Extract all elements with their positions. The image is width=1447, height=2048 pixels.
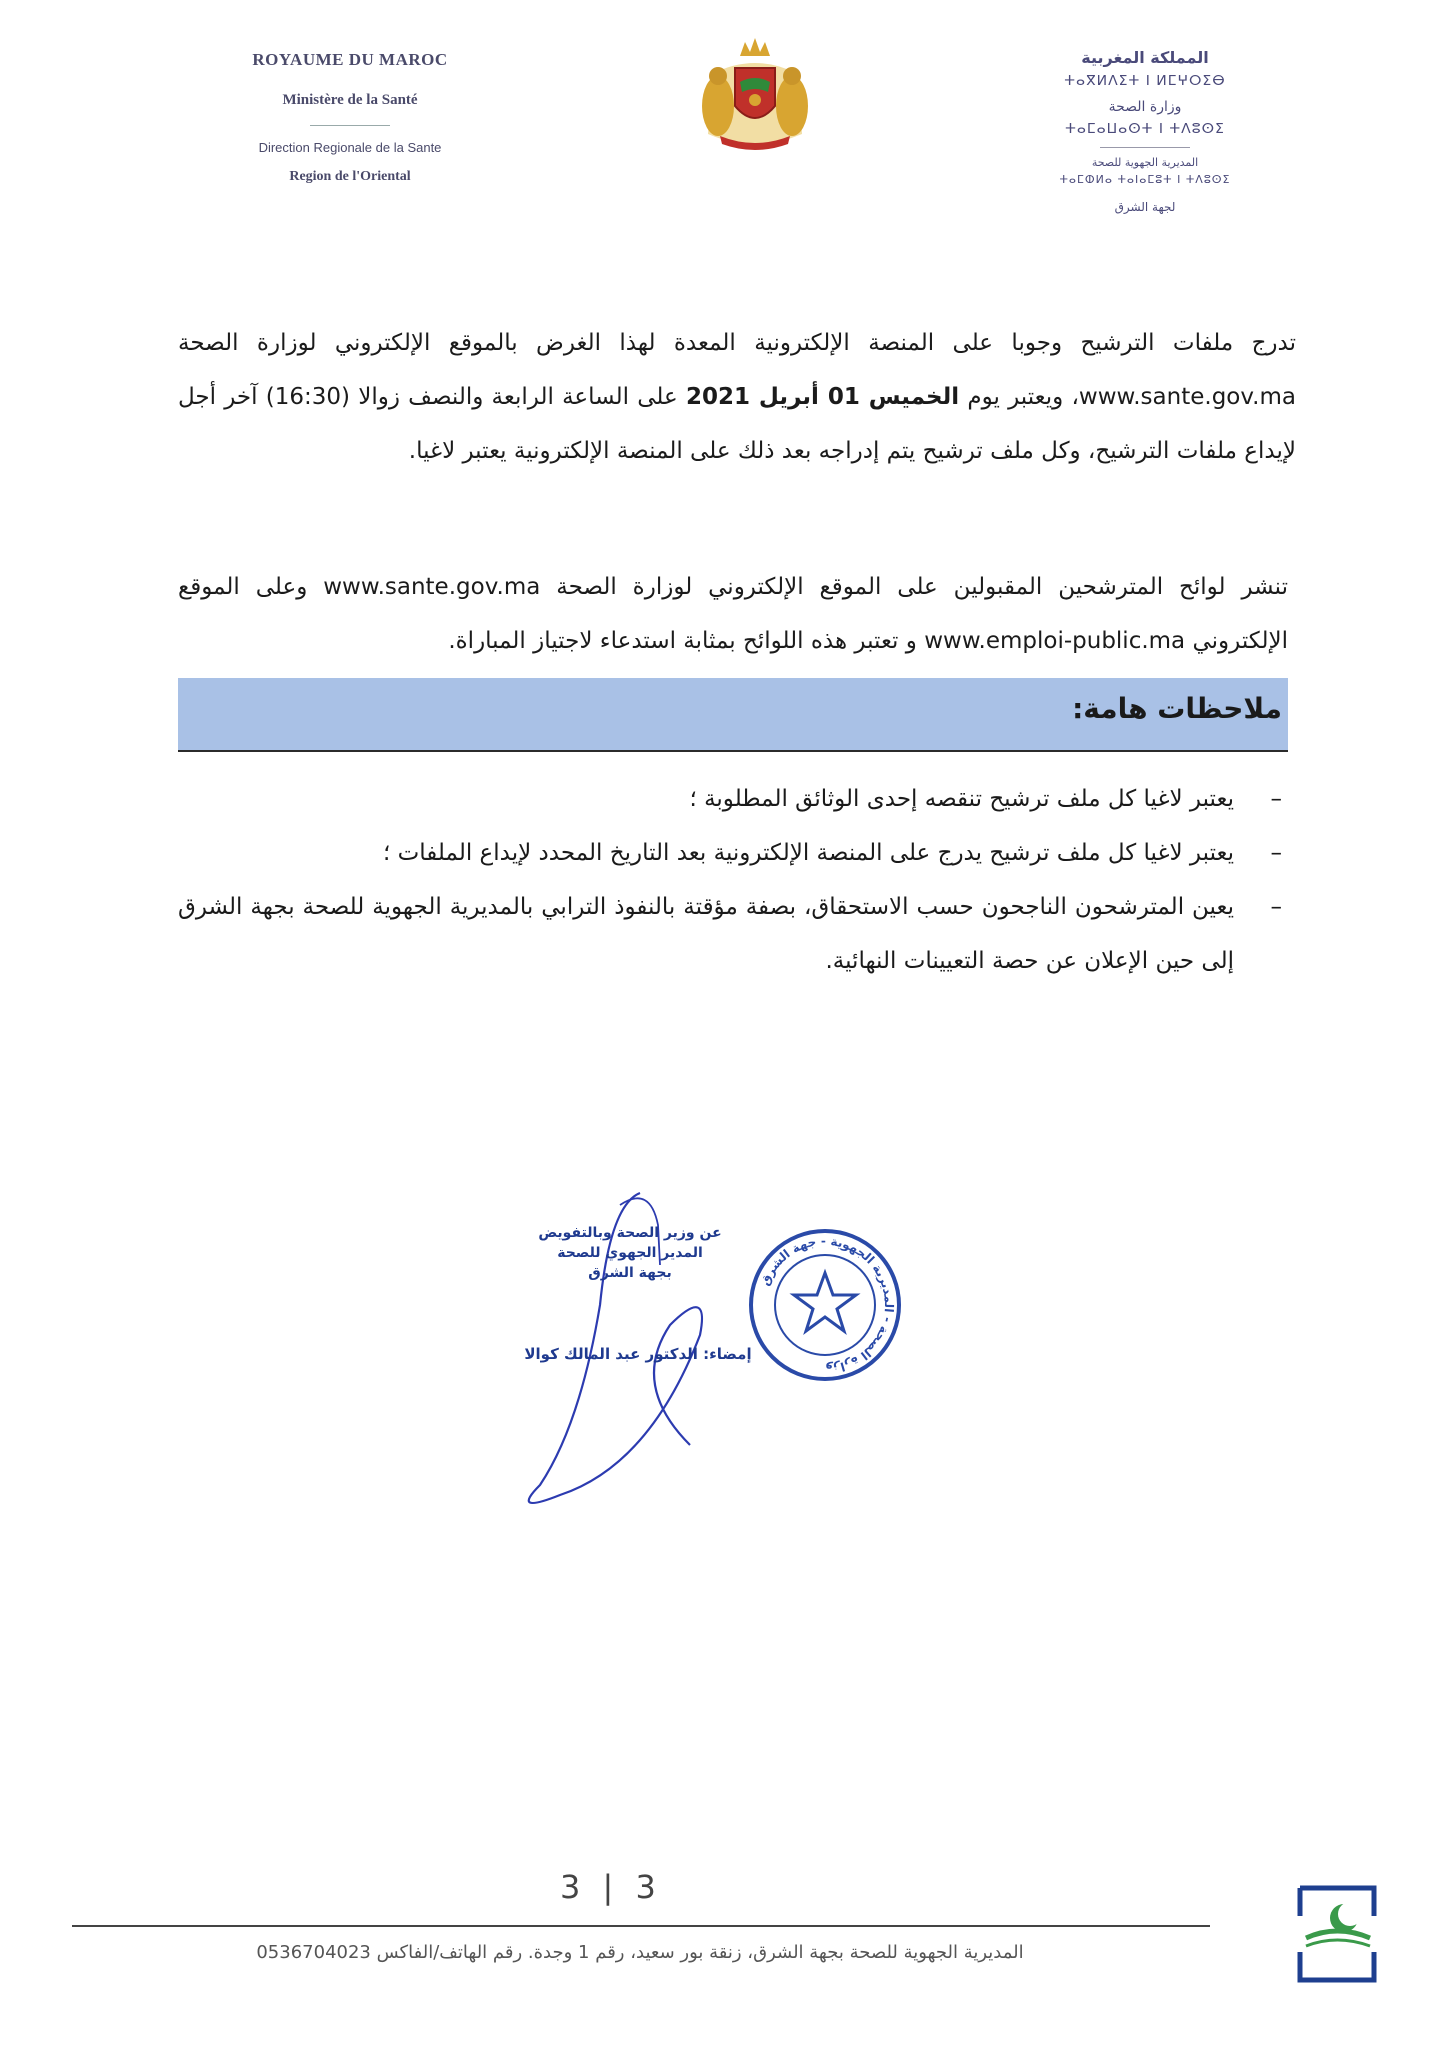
signature-line-3: بجهة الشرق <box>588 1265 672 1281</box>
note-item <box>178 772 1288 826</box>
direction-title-ar: المديرية الجهوية للصحة <box>1091 156 1199 169</box>
stamp-text: وزارة الصحة - المديرية الجهوية - جهة الشرق <box>757 1233 897 1377</box>
kingdom-title-fr: ROYAUME DU MAROC <box>252 50 448 69</box>
footer-divider <box>72 1925 1210 1927</box>
direction-title-fr: Direction Regionale de la Sante <box>258 140 442 155</box>
p1-text-a: تدرج ملفات الترشيح وجوبا على المنصة الإلكترونية المعدة لهذا الغرض بالموقع الإلكتروني لوزارة الصحة <box>178 330 1296 356</box>
region-title-ar: لجهة الشرق <box>1114 200 1176 214</box>
note-text: يعتبر لاغيا كل ملف ترشيح يدرج على المنصة الإلكترونية بعد التاريخ المحدد لإيداع الملفات ؛ <box>383 840 1234 866</box>
ministry-logo-icon <box>1292 1882 1382 1986</box>
p2-text-a: تنشر لوائح المترشحين المقبولين على الموقع الإلكتروني لوزارة الصحة <box>540 574 1288 600</box>
signature-line-1: عن وزير الصحة وبالتفويض <box>538 1225 722 1241</box>
header-arabic-block <box>1020 48 1270 214</box>
kingdom-title-ar: المملكة المغربية <box>1081 48 1209 67</box>
footer-address: المديرية الجهوية للصحة بجهة الشرق، زنقة بور سعيد، رقم 1 وجدة. رقم الهاتف/الفاكس 0536704023 <box>256 1942 1024 1963</box>
note-item <box>178 826 1288 880</box>
page-number: 3 | 3 <box>560 1868 662 1906</box>
p1-text-b: ، ويعتبر يوم <box>959 384 1079 410</box>
notes-title: ملاحظات هامة: <box>1072 692 1282 725</box>
p1-url-sante: www.sante.gov.ma <box>1078 384 1296 410</box>
note-dash: – <box>1270 786 1282 812</box>
p2-text-c: و تعتبر هذه اللوائح بمثابة استدعاء لاجتياز المباراة. <box>448 628 925 654</box>
note-text: يعين المترشحون الناجحون حسب الاستحقاق، بصفة مؤقتة بالنفوذ الترابي بالمديرية الجهوية للصحة بجهة الشرق إلى حين الإعلان عن حصة التعيينات النهائية. <box>178 894 1234 974</box>
p2-url-emploi: www.emploi-public.ma <box>924 628 1186 654</box>
p1-deadline-date: الخميس 01 أبريل 2021 <box>685 384 960 410</box>
p2-url-sante: www.sante.gov.ma <box>323 574 541 600</box>
paragraph-submission-deadline <box>178 316 1296 478</box>
note-item <box>178 880 1288 988</box>
kingdom-title-tifinagh: ⵜⴰⴳⵍⴷⵉⵜ ⵏ ⵍⵎⵖⵔⵉⴱ <box>1064 73 1226 89</box>
direction-title-tifinagh: ⵜⴰⵎⵀⵍⴰ ⵜⴰⵏⴰⵎⵓⵜ ⵏ ⵜⴷⵓⵙⵉ <box>1059 173 1231 186</box>
ministry-title-fr: Ministère de la Santé <box>282 92 418 108</box>
coat-of-arms-icon <box>690 34 820 159</box>
signature-block <box>500 1185 920 1505</box>
note-dash: – <box>1270 894 1282 920</box>
region-title-fr: Region de l'Oriental <box>289 169 411 184</box>
note-text: يعتبر لاغيا كل ملف ترشيح تنقصه إحدى الوثائق المطلوبة ؛ <box>689 786 1234 812</box>
notes-banner <box>178 678 1288 752</box>
signature-title <box>510 1223 750 1283</box>
ministry-title-tifinagh: ⵜⴰⵎⴰⵡⴰⵙⵜ ⵏ ⵜⴷⵓⵙⵉ <box>1065 121 1225 137</box>
signatory-name: إمضاء: الدكتور عبد المالك كوالا <box>524 1345 752 1363</box>
p1-text-c: على الساعة الرابعة والنصف زوالا (16:30) آخر أجل لإيداع ملفات الترشيح، وكل ملف ترشيح يتم إدراجه بعد ذلك على المنصة الإلكترونية يعتبر لاغيا. <box>178 384 1296 464</box>
notes-list <box>178 772 1288 988</box>
header-french-block <box>200 50 500 185</box>
signature-line-2: المدير الجهوي للصحة <box>557 1245 703 1261</box>
note-dash: – <box>1270 840 1282 866</box>
header-divider-ar <box>1100 147 1190 148</box>
header-divider <box>310 125 390 126</box>
ministry-title-ar: وزارة الصحة <box>1108 99 1182 115</box>
paragraph-lists-publication <box>178 560 1288 668</box>
official-stamp-icon <box>745 1225 905 1385</box>
p2-text-b: وعلى الموقع الإلكتروني <box>178 574 1288 654</box>
